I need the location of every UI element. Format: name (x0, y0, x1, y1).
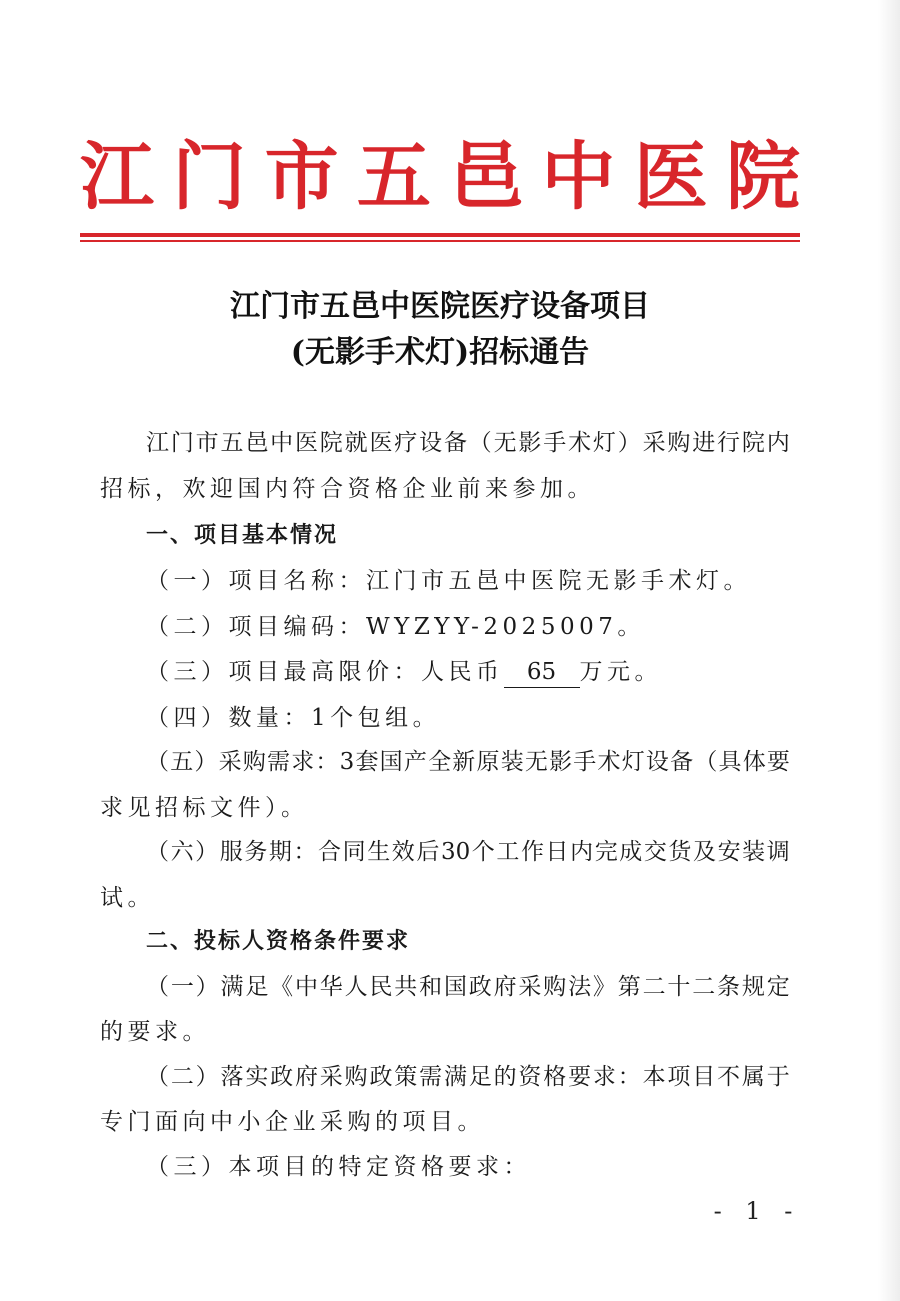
text-glyph: 货 (668, 839, 692, 865)
price-label: （三）项目最高限价：人民币 (146, 659, 504, 685)
text-glyph: 服 (219, 839, 243, 865)
text-glyph: 人 (344, 974, 368, 1000)
text-glyph: 资 (518, 1064, 542, 1090)
text-glyph: 规 (741, 974, 765, 1000)
text-glyph: ） (194, 749, 218, 775)
text-glyph: 无 (493, 430, 517, 456)
text-glyph: （ (146, 974, 169, 1000)
text-glyph: 足 (468, 1064, 492, 1090)
text-glyph: 购 (242, 749, 266, 775)
text-glyph: 一 (170, 974, 194, 1000)
text-glyph: ） (617, 430, 641, 456)
section-1-item-3 (146, 652, 790, 692)
text-glyph: 影 (518, 430, 542, 456)
text-glyph: 备 (670, 749, 694, 775)
text-glyph: 项 (667, 1064, 691, 1090)
intro-line-2: 招标，欢迎国内符合资格企业前来参加。 (100, 476, 595, 502)
text-glyph: 灯 (621, 749, 645, 775)
letterhead-char: 门 (172, 134, 247, 220)
text-glyph: 30 (440, 839, 471, 865)
text-glyph: 求 (592, 1064, 616, 1090)
text-glyph: 医 (294, 430, 318, 456)
section-2-item-1-line-2: 的要求。 (100, 1019, 210, 1045)
text-glyph: 门 (170, 430, 194, 456)
text-glyph: 需 (419, 1064, 443, 1090)
text-glyph: 完 (594, 839, 618, 865)
letterhead-char: 江 (80, 134, 154, 220)
text-glyph: 五 (220, 430, 244, 456)
text-glyph: 本 (642, 1064, 666, 1090)
text-glyph: 第 (617, 974, 641, 1000)
text-glyph: （ (468, 430, 492, 456)
section-1-item-5-line-1 (146, 742, 790, 782)
letterhead-char: 市 (264, 134, 339, 220)
text-glyph: 灯 (592, 430, 616, 456)
text-glyph: 购 (667, 430, 691, 456)
letterhead-char: 医 (633, 134, 708, 220)
text-glyph: 购 (344, 1064, 368, 1090)
text-glyph: 《 (270, 974, 294, 1000)
text-glyph: 3 (339, 749, 355, 775)
text-glyph: 全 (428, 749, 452, 775)
text-glyph: 行 (717, 430, 741, 456)
text-glyph: 采 (642, 430, 666, 456)
text-glyph: 落 (220, 1064, 244, 1090)
text-glyph: 府 (493, 974, 517, 1000)
letterhead-char: 中 (541, 134, 616, 220)
letterhead-rule-thick (80, 233, 800, 237)
letterhead-char: 五 (356, 134, 431, 220)
text-glyph: 满 (220, 974, 244, 1000)
text-glyph: 政 (369, 1064, 393, 1090)
text-glyph: 日 (545, 839, 569, 865)
text-glyph: 国 (443, 974, 467, 1000)
text-glyph: 务 (244, 839, 268, 865)
text-glyph: 装 (742, 839, 766, 865)
text-glyph: 期 (268, 839, 292, 865)
text-glyph: 格 (543, 1064, 567, 1090)
text-glyph: 合 (318, 839, 342, 865)
intro-line-1 (146, 423, 790, 463)
text-glyph: 进 (692, 430, 716, 456)
document-title-line-1: 江门市五邑中医院医疗设备项目 (230, 289, 650, 324)
text-glyph: 就 (344, 430, 368, 456)
text-glyph: 院 (741, 430, 765, 456)
text-glyph: 法 (568, 974, 592, 1000)
text-glyph: 手 (543, 430, 567, 456)
section-1-item-6-line-2: 试。 (100, 885, 155, 911)
text-glyph: 个 (471, 839, 495, 865)
text-glyph: 于 (766, 1064, 790, 1090)
text-glyph: 二 (170, 1064, 194, 1090)
price-amount: 65 (504, 657, 580, 688)
text-glyph: ： (315, 749, 339, 775)
text-glyph: ） (195, 1064, 219, 1090)
text-glyph: ） (195, 974, 219, 1000)
text-glyph: 安 (717, 839, 741, 865)
text-glyph: 具 (718, 749, 742, 775)
text-glyph: 和 (419, 974, 443, 1000)
text-glyph: （ (146, 839, 169, 865)
text-glyph: 二 (642, 974, 666, 1000)
text-glyph: 不 (717, 1064, 741, 1090)
section-1-item-2: （二）项目编码：WYZYY-2025007。 (146, 614, 645, 640)
text-glyph: 设 (645, 749, 669, 775)
text-glyph: 要 (766, 749, 790, 775)
text-glyph: ： (293, 839, 317, 865)
section-2-item-2-line-1 (146, 1057, 790, 1097)
text-glyph: 实 (245, 1064, 269, 1090)
text-glyph: 十 (667, 974, 691, 1000)
text-glyph: 术 (568, 430, 592, 456)
section-2-item-1-line-1 (146, 967, 790, 1007)
text-glyph: 目 (692, 1064, 716, 1090)
text-glyph: 属 (741, 1064, 765, 1090)
section-1-item-6-line-1 (146, 832, 790, 872)
document-title-line-2: (无影手术灯)招标通告 (290, 335, 590, 370)
text-glyph: 手 (573, 749, 597, 775)
text-glyph: 备 (443, 430, 467, 456)
text-glyph: 交 (643, 839, 667, 865)
text-glyph: 二 (692, 974, 716, 1000)
text-glyph: （ (146, 1064, 169, 1090)
section-1-item-5-line-2: 求见招标文件）。 (100, 795, 309, 821)
text-glyph: 后 (416, 839, 440, 865)
text-glyph: 采 (218, 749, 242, 775)
text-glyph: 民 (369, 974, 393, 1000)
text-glyph: 无 (524, 749, 548, 775)
text-glyph: 调 (766, 839, 790, 865)
text-glyph: 市 (195, 430, 219, 456)
text-glyph: 中 (270, 430, 294, 456)
text-glyph: 装 (500, 749, 524, 775)
letterhead-rule-thin (80, 240, 800, 242)
text-glyph: 条 (717, 974, 741, 1000)
text-glyph: 术 (597, 749, 621, 775)
price-unit: 万元。 (579, 659, 662, 685)
text-glyph: 政 (270, 1064, 294, 1090)
text-glyph: 体 (742, 749, 766, 775)
text-glyph: 》 (592, 974, 616, 1000)
text-glyph: 中 (294, 974, 318, 1000)
letterhead (80, 132, 800, 222)
text-glyph: 设 (419, 430, 443, 456)
section-1-item-1: （一）项目名称：江门市五邑中医院无影手术灯。 (146, 568, 751, 594)
section-1-item-4: （四）数量：1个包组。 (146, 705, 441, 731)
text-glyph: 原 (476, 749, 500, 775)
text-glyph: 套 (355, 749, 379, 775)
text-glyph: 策 (394, 1064, 418, 1090)
text-glyph: 政 (468, 974, 492, 1000)
text-glyph: 购 (543, 974, 567, 1000)
text-glyph: 满 (443, 1064, 467, 1090)
text-glyph: 新 (452, 749, 476, 775)
text-glyph: （ (146, 749, 169, 775)
text-glyph: 院 (319, 430, 343, 456)
text-glyph: 需 (267, 749, 291, 775)
text-glyph: 影 (549, 749, 573, 775)
text-glyph: 生 (367, 839, 391, 865)
text-glyph: 要 (568, 1064, 592, 1090)
section-2-heading: 二、投标人资格条件要求 (146, 929, 411, 954)
text-glyph: 共 (394, 974, 418, 1000)
text-glyph: 成 (619, 839, 643, 865)
page-edge-shadow (878, 0, 900, 1301)
text-glyph: 及 (693, 839, 716, 865)
text-glyph: （ (694, 749, 718, 775)
text-glyph: 足 (245, 974, 269, 1000)
page-number: - 1 - (713, 1197, 801, 1225)
text-glyph: 医 (369, 430, 393, 456)
text-glyph: ： (617, 1064, 641, 1090)
text-glyph: 的 (493, 1064, 517, 1090)
text-glyph: 求 (291, 749, 315, 775)
text-glyph: 工 (496, 839, 520, 865)
letterhead-char: 邑 (449, 134, 524, 220)
text-glyph: 国 (379, 749, 403, 775)
text-glyph: 内 (766, 430, 790, 456)
text-glyph: 内 (570, 839, 594, 865)
text-glyph: 作 (520, 839, 544, 865)
text-glyph: 邑 (245, 430, 269, 456)
text-glyph: 五 (170, 749, 194, 775)
text-glyph: 效 (391, 839, 415, 865)
text-glyph: ） (195, 839, 219, 865)
text-glyph: 府 (294, 1064, 318, 1090)
text-glyph: 同 (342, 839, 366, 865)
section-2-item-2-line-2: 专门面向中小企业采购的项目。 (100, 1109, 485, 1135)
text-glyph: 采 (319, 1064, 343, 1090)
letterhead-char: 院 (725, 134, 800, 220)
text-glyph: 产 (403, 749, 427, 775)
section-2-item-3: （三）本项目的特定资格要求： (146, 1154, 531, 1180)
text-glyph: 定 (766, 974, 790, 1000)
text-glyph: 江 (146, 430, 169, 456)
text-glyph: 六 (170, 839, 194, 865)
text-glyph: 采 (518, 974, 542, 1000)
section-1-heading: 一、项目基本情况 (146, 523, 339, 548)
text-glyph: 疗 (394, 430, 418, 456)
text-glyph: 华 (319, 974, 343, 1000)
